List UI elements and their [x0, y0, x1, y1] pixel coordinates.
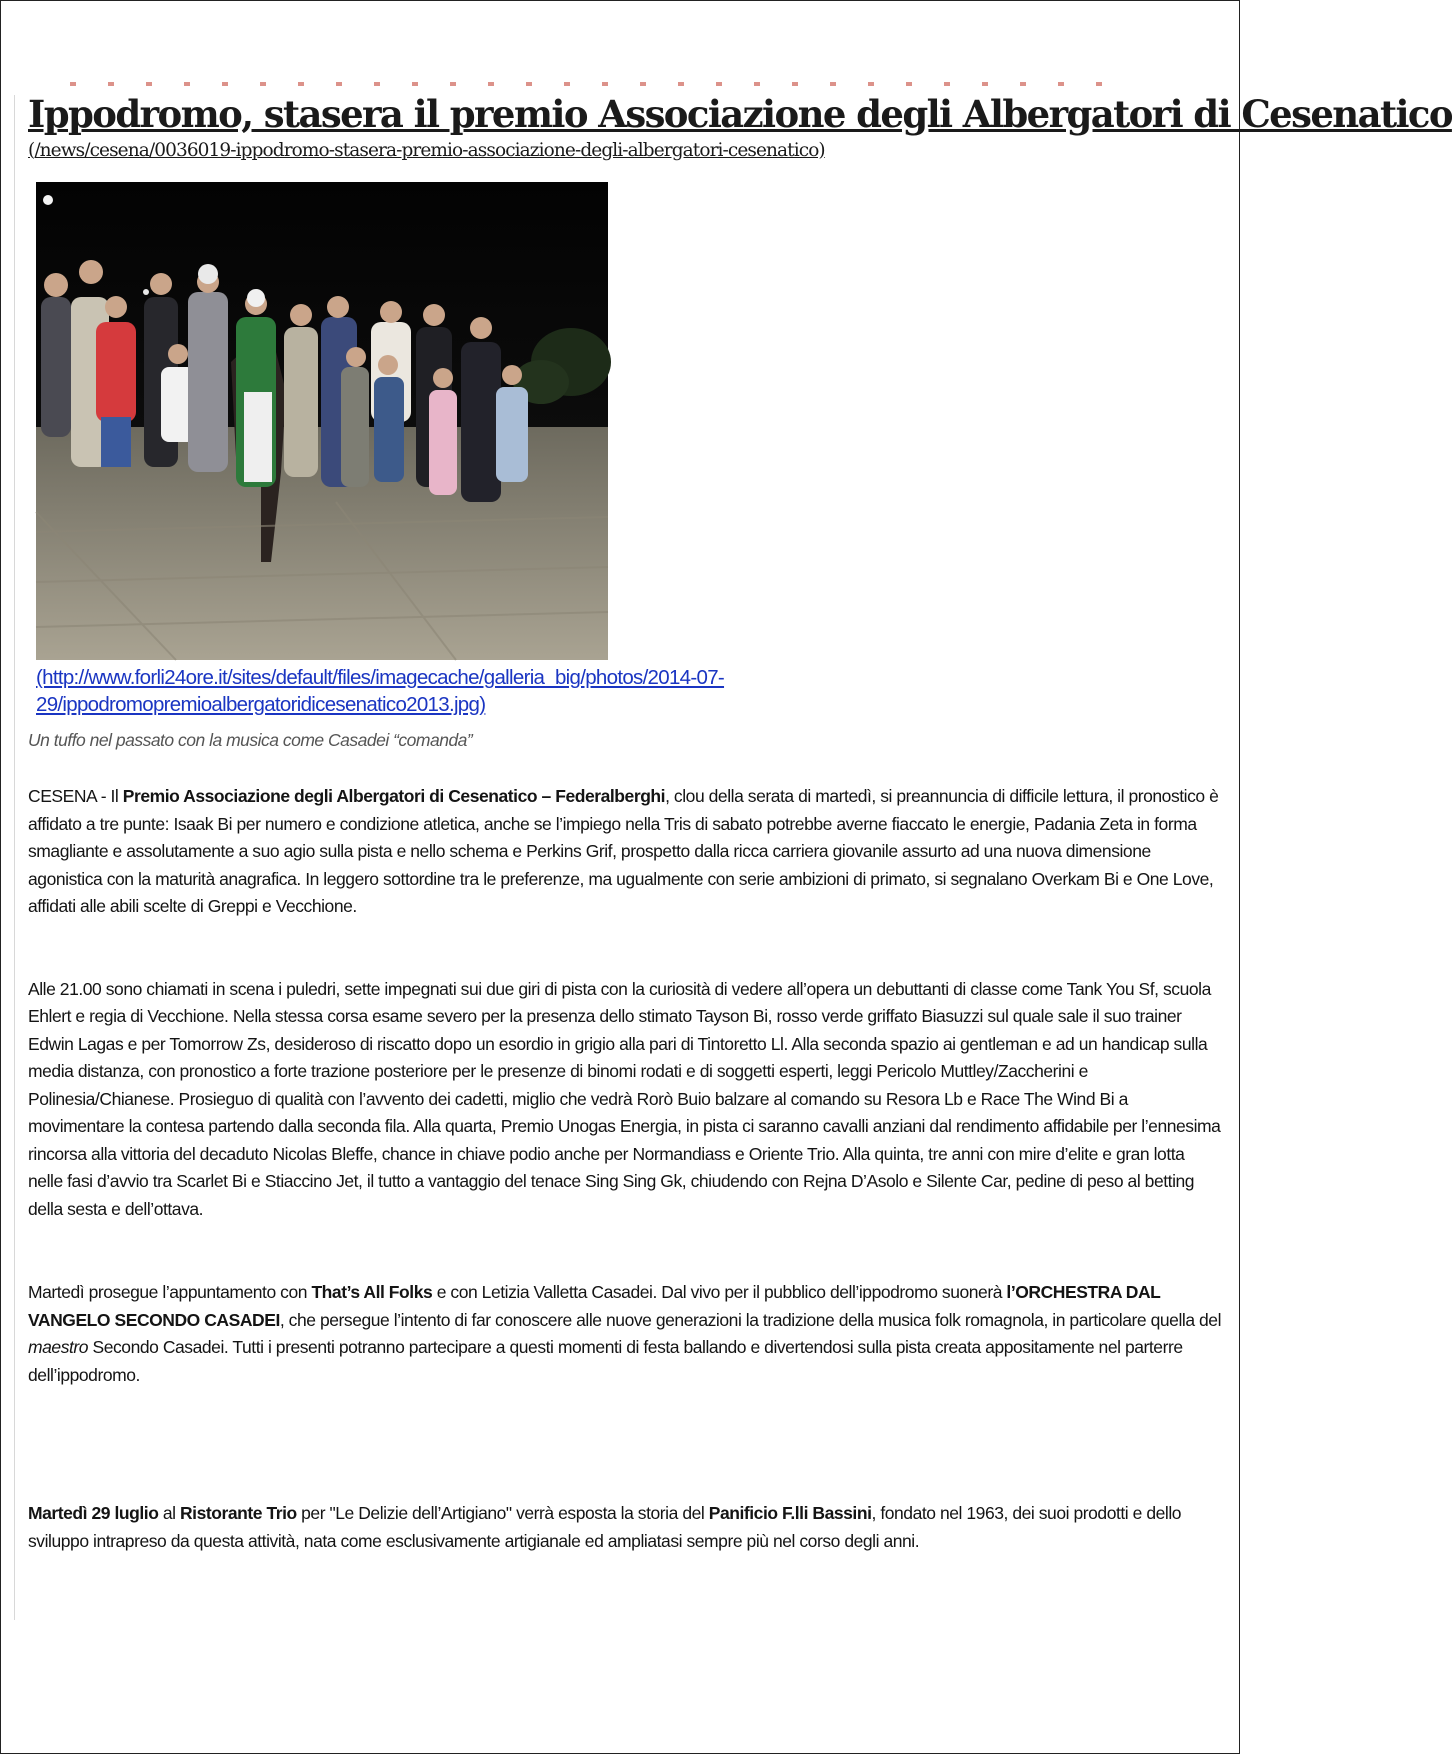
p4-body-2: , fondato nel 1963, dei suoi prodotti e dello sviluppo intrapreso da questa attività, nata come esclusivamente artigianale ed ampliatasi sempre più nel corso degli anni.: [28, 1503, 1182, 1551]
p3-show-name: That’s All Folks: [311, 1282, 433, 1302]
p3-body-1: e con Letizia Valletta Casadei. Dal vivo per il pubblico dell’ippodromo suonerà: [432, 1282, 1007, 1302]
p1-premio-name: Premio Associazione degli Albergatori di Cesenatico – Federalberghi: [122, 786, 666, 806]
p3-body-2: , che persegue l’intento di far conoscere alle nuove generazioni la tradizione della musica folk romagnola, in particolare quella del: [279, 1309, 1222, 1330]
group-photo-icon: [36, 182, 608, 660]
p3-body-3: Secondo Casadei. Tutti i presenti potranno partecipare a questi momenti di festa ballando e divertendosi sulla pista creata appositamente nel parterre dell’ippodromo.: [28, 1337, 1183, 1385]
paragraph-1: [28, 783, 1223, 921]
paragraph-3: [28, 1279, 1223, 1389]
p1-body: , clou della serata di martedì, si preannuncia di difficile lettura, il pronostico è affidato a tre punte: Isaak Bi per numero e condizione atletica, anche se l’impiego nella Tris di sabato potrebbe averne fiaccato le energie, Padania Zeta in forma smagliante e assolutamente a suo agio sulla pista e nello schema e Perkins Grif, prospetto dalla ricca carriera giovanile assurto ad una nuova dimensione agonistica con la maturità anagrafica. In leggero sottordine tra le preferenze, ma ugualmente con serie ambizioni di primato, si segnalano Overkam Bi e One Love, affidati alle abili scelte di Greppi e Vecchione.: [28, 786, 1219, 916]
article-photo[interactable]: [36, 182, 608, 660]
p3-maestro: maestro: [28, 1337, 89, 1357]
margin-rule: [14, 95, 15, 1620]
p4-bakery-name: Panificio F.lli Bassini: [708, 1503, 872, 1523]
paragraph-4: [28, 1500, 1223, 1555]
p1-lead: CESENA - Il: [28, 786, 123, 806]
p3-lead: Martedì prosegue l’appuntamento con: [28, 1282, 312, 1302]
p4-venue: Ristorante Trio: [179, 1503, 297, 1523]
p4-body-1: per "Le Delizie dell’Artigiano" verrà esposta la storia del: [296, 1503, 709, 1523]
article-url-link[interactable]: (/news/cesena/0036019-ippodromo-stasera-premio-associazione-degli-albergatori-cesenatico): [28, 140, 825, 161]
photo-caption: Un tuffo nel passato con la musica come Casadei “comanda”: [28, 730, 473, 750]
p4-date: Martedì 29 luglio: [28, 1503, 159, 1523]
p3-orchestra-name: l’ORCHESTRA DAL VANGELO SECONDO CASADEI: [28, 1282, 1161, 1330]
article-title[interactable]: Ippodromo, stasera il premio Associazione degli Albergatori di Cesenatico: [28, 92, 1452, 136]
article: [28, 92, 1452, 1555]
image-source-link[interactable]: (http://www.forli24ore.it/sites/default/files/imagecache/galleria_big/photos/2014-07-29/ippodromopremioalbergatoridicesenatico2013.jpg): [36, 666, 725, 716]
header-decoration: [70, 82, 1130, 86]
paragraph-2: Alle 21.00 sono chiamati in scena i puledri, sette impegnati sui due giri di pista con la curiosità di vedere all’opera un debuttanti di classe come Tank You Sf, scuola Ehlert e regia di Vecchione. Nella stessa corsa esame severo per la presenza dello stimato Tayson Bi, rosso verde griffato Biasuzzi sul quale sale il suo trainer Edwin Lagas e per Tomorrow Zs, desideroso di riscatto dopo un esordio in grigio alla pari di Tintoretto Ll. Alla seconda spazio ai gentleman e ad un handicap sulla media distanza, con pronostico a forte trazione posteriore per le presenze di binomi rodati e di soggetti esperti, leggi Pericolo Muttley/Zaccherini e Polinesia/Chianese. Prosieguo di qualità con l’avvento dei cadetti, miglio che vedrà Rorò Buio balzare al comando su Resora Lb e Race The Wind Bi a movimentare la contesa partendo dalla seconda fila. Alla quarta, Premio Unogas Energia, in pista ci saranno cavalli anziani dal rendimento affidabile per l’ennesima rincorsa alla vittoria del decaduto Nicolas Bleffe, chance in chiave podio anche per Normandiass e Oriente Trio. Alla quinta, tre anni con mire d’elite e gran lotta nelle fasi d’avvio tra Scarlet Bi e Stiaccino Jet, il tutto a vantaggio del tenace Sing Sing Gk, chiudendo con Rejna D’Asolo e Silente Car, pedine di peso al betting della sesta e dell’ottava.: [28, 978, 1221, 1219]
p4-connector-1: al: [158, 1503, 180, 1523]
